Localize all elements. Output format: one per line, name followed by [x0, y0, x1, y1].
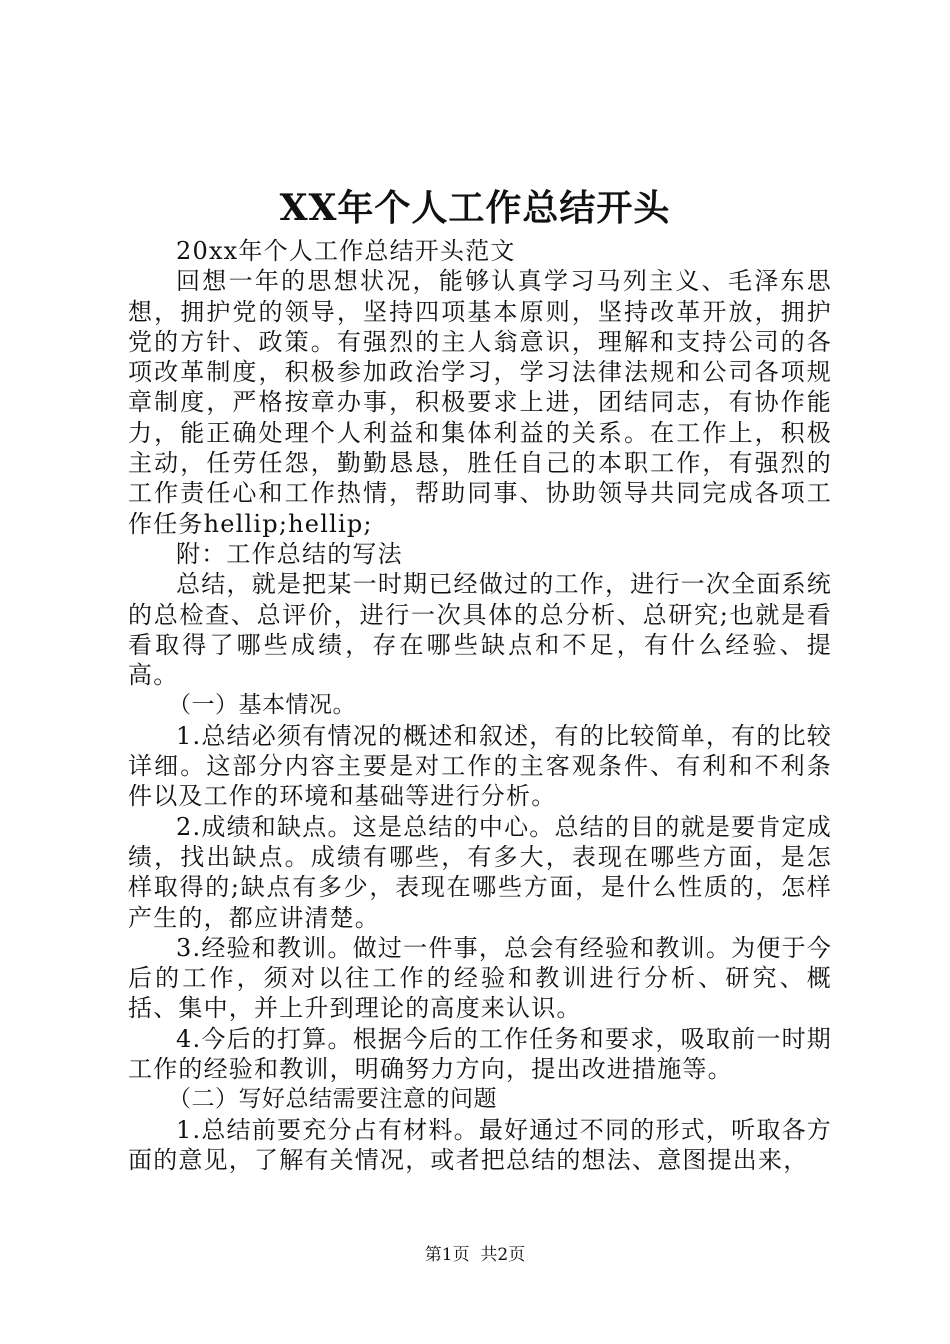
section-heading-notes: （二）写好总结需要注意的问题 — [168, 1086, 497, 1113]
section-heading-basic-situation: （一）基本情况。 — [168, 692, 356, 719]
paragraph-definition: 总结，就是把某一时期已经做过的工作，进行一次全面系统的总检查、总评价，进行一次具体的总分析、总研究;也就是看看取得了哪些成绩，存在哪些缺点和不足，有什么经验、提高。 — [128, 570, 832, 690]
page-footer — [0, 1244, 950, 1266]
document-title: XX年个人工作总结开头 — [279, 187, 671, 229]
paragraph-item-1: 1.总结必须有情况的概述和叙述，有的比较简单，有的比较详细。这部分内容主要是对工作的主客观条件、有利和不利条件以及工作的环境和基础等进行分析。 — [128, 721, 832, 811]
paragraph-item-2: 2.成绩和缺点。这是总结的中心。总结的目的就是要肯定成绩，找出缺点。成绩有哪些，有多大，表现在哪些方面，是怎样取得的;缺点有多少，表现在哪些方面，是什么性质的，怎样产生的，都应讲清楚。 — [128, 812, 832, 932]
paragraph-note-1: 1.总结前要充分占有材料。最好通过不同的形式，听取各方面的意见，了解有关情况，或者把总结的想法、意图提出来， — [128, 1115, 832, 1174]
document-body — [128, 236, 832, 1175]
page-number: 第1页 共2页 — [424, 1245, 526, 1265]
paragraph-item-4: 4.今后的打算。根据今后的工作任务和要求，吸取前一时期工作的经验和教训，明确努力方向，提出改进措施等。 — [128, 1024, 832, 1084]
paragraph-item-3: 3.经验和教训。做过一件事，总会有经验和教训。为便于今后的工作，须对以往工作的经验和教训进行分析、研究、概括、集中，并上升到理论的高度来认识。 — [128, 933, 832, 1023]
paragraph-reflection: 回想一年的思想状况，能够认真学习马列主义、毛泽东思想，拥护党的领导，坚持四项基本原则，坚持改革开放，拥护党的方针、政策。有强烈的主人翁意识，理解和支持公司的各项改革制度，积极参加政治学习，学习法律法规和公司各项规章制度，严格按章办事，积极要求上进，团结同志，有协作能力，能正确处理个人利益和集体利益的关系。在工作上，积极主动，任劳任怨，勤勤恳恳，胜任自己的本职工作，有强烈的工作责任心和工作热情，帮助同事、协助领导共同完成各项工作任务hellip;hellip; — [128, 267, 832, 538]
paragraph-subtitle: 20xx年个人工作总结开头范文 — [176, 237, 516, 265]
paragraph-appendix-label: 附：工作总结的写法 — [176, 539, 403, 568]
